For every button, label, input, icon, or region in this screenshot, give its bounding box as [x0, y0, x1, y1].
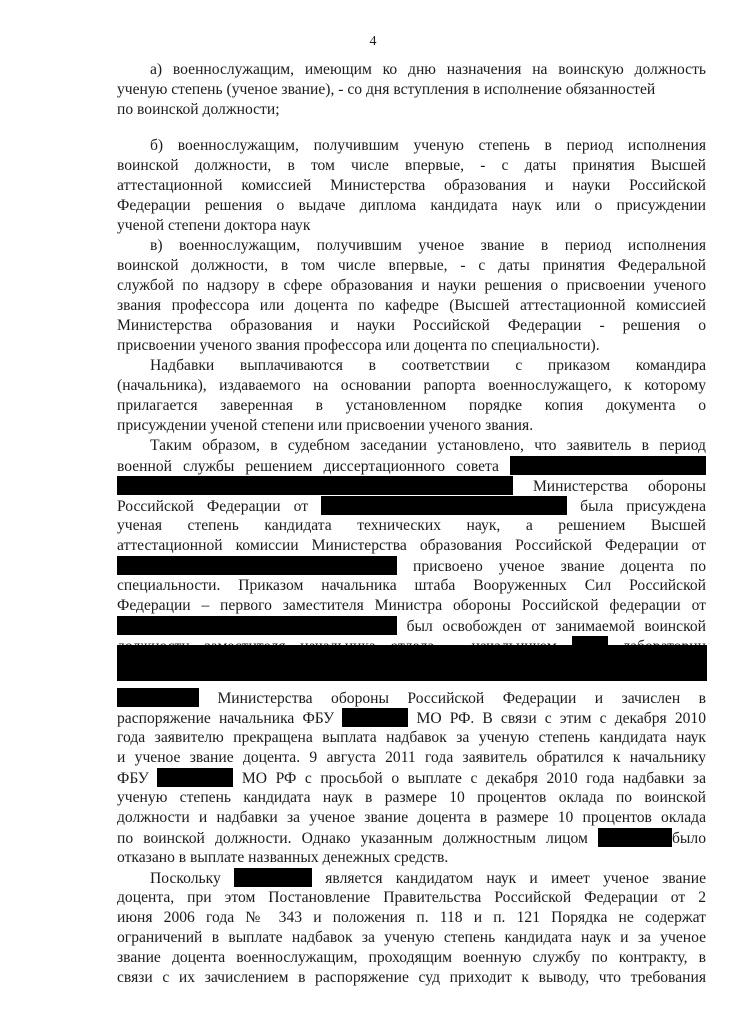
text-run: является кандидатом наук и имеет ученое звание [312, 870, 706, 887]
text-run: ФБУ [117, 770, 158, 787]
text-line [117, 968, 706, 988]
text-run: присвоено ученое звание доцента по [397, 558, 706, 575]
text-run: Федерации – первого заместителя Министра обороны Российской федерации от [117, 597, 706, 614]
text-line: присвоении ученого звания профессора или доцента по специальности). [117, 337, 600, 354]
text-line [117, 708, 706, 728]
text-run: доцента, при этом Постановление Правительства Российской Федерации от 2 [117, 889, 706, 906]
text-line: б) военнослужащим, получившим ученую степень в период исполнения [150, 137, 706, 154]
text-line: а) военнослужащим, имеющим ко дню назначения на воинскую должность [150, 61, 706, 78]
text-line: звания профессора или доцента по кафедре (Высшей аттестационной комиссией [117, 297, 706, 314]
text-line: в) военнослужащим, получившим ученое звание в период исполнения [150, 237, 706, 254]
text-run: связи с их зачислением в распоряжение суд приходит к выводу, что требования [117, 969, 706, 986]
text-run: МО РФ с просьбой о выплате с декабря 2010 года надбавки за [233, 770, 706, 787]
text-line [117, 928, 706, 948]
text-line [117, 576, 706, 596]
text-line [117, 888, 706, 908]
text-run: была присуждена [567, 498, 706, 515]
text-line: (начальника), издаваемого на основании рапорта военнослужащего, к которому [117, 377, 706, 394]
text-run: должности и надбавки за ученое звание доцента в размере 10 процентов оклада [117, 809, 706, 826]
text-line [117, 828, 706, 848]
text-line [117, 848, 706, 868]
text-line: Министерства образования и науки Российской Федерации - решения о [117, 317, 706, 334]
redaction-bar [117, 688, 199, 707]
text-run: распоряжение начальника ФБУ [117, 710, 343, 727]
text-line [117, 596, 706, 616]
text-line [117, 768, 706, 788]
text-line [117, 788, 706, 808]
text-line [117, 516, 706, 536]
text-line [117, 688, 706, 708]
text-run: МО РФ. В связи с этим с декабря 2010 [408, 710, 706, 727]
text-line [117, 476, 706, 496]
redaction-bar [157, 768, 233, 787]
text-line [117, 728, 706, 748]
redaction-bar [598, 828, 672, 847]
text-line [117, 748, 706, 768]
text-run: Поскольку [150, 870, 235, 887]
text-line: Надбавки выплачиваются в соответствии с приказом командира [150, 357, 706, 374]
text-run: года заявителю прекращена выплата надбавок за ученую степень кандидата наук [117, 729, 706, 746]
redaction-bar [117, 476, 513, 495]
text-run: аттестационной комиссии Министерства образования Российской Федерации от [117, 537, 706, 554]
page-number: 4 [369, 34, 377, 49]
text-line [117, 948, 706, 968]
text-run: было [672, 830, 706, 847]
text-run: специальности. Приказом начальника штаба Вооруженных Сил Российской [117, 577, 706, 594]
text-line [117, 456, 706, 476]
text-line: аттестационной комиссией Министерства образования и науки Российской [117, 177, 706, 194]
redaction-bar [117, 556, 397, 575]
redaction-block [117, 645, 707, 681]
text-run: звание доцента военнослужащим, проходящим военную службу по контракту, в [117, 949, 706, 966]
text-line [117, 496, 706, 516]
text-run: Российской Федерации от [117, 498, 322, 515]
text-line: по воинской должности; [117, 101, 280, 118]
text-line [117, 556, 706, 576]
text-run: отказано в выплате названных денежных средств. [117, 849, 449, 866]
text-run: ограничений в выплате надбавок за ученую степень кандидата наук и за ученое [117, 929, 706, 946]
text-line: службой по надзору в сфере образования и науки решения о присвоении ученого [117, 277, 706, 294]
text-run: и ученое звание доцента. 9 августа 2011 года заявитель обратился к начальнику [117, 749, 706, 766]
text-line: ученую степень (ученое звание), - со дня вступления в исполнение обязанностей [117, 81, 656, 98]
text-line [117, 808, 706, 828]
text-line: прилагается заверенная в установленном порядке копия документа о [117, 397, 706, 414]
text-line [117, 908, 706, 928]
redaction-bar [117, 616, 397, 635]
text-run: июня 2006 года № 343 и положения п. 118 и п. 121 Порядка не содержат [117, 909, 706, 926]
text-line: воинской должности, в том числе впервые, - с даты принятия Высшей [117, 157, 706, 174]
text-line [117, 616, 706, 636]
text-run: был освобожден от занимаемой воинской [397, 618, 706, 635]
text-line: ученой степени доктора наук [117, 217, 311, 234]
text-run: ученая степень кандидата технических наук, а решением Высшей [117, 517, 706, 534]
text-run: ученую степень кандидата наук в размере 10 процентов оклада по воинской [117, 789, 706, 806]
text-line: присуждении ученой степени или присвоении ученого звания. [117, 417, 534, 434]
text-line: Таким образом, в судебном заседании установлено, что заявитель в период [150, 437, 706, 454]
text-run: Министерства обороны [513, 478, 706, 495]
redaction-bar [342, 708, 408, 727]
redaction-bar [510, 456, 706, 475]
text-line: Федерации решения о выдаче диплома кандидата наук или о присуждении [117, 197, 706, 214]
text-line: воинской должности, в том числе впервые, - с даты принятия Федеральной [117, 257, 706, 274]
text-line [117, 536, 706, 556]
text-line [150, 868, 706, 888]
redaction-bar [321, 496, 567, 515]
text-run: по воинской должности. Однако указанным должностным лицом [117, 830, 598, 847]
text-run: военной службы решением диссертационного совета [117, 458, 510, 475]
redaction-bar [234, 868, 312, 887]
text-run: Министерства обороны Российской Федерации и зачислен в [199, 690, 706, 707]
